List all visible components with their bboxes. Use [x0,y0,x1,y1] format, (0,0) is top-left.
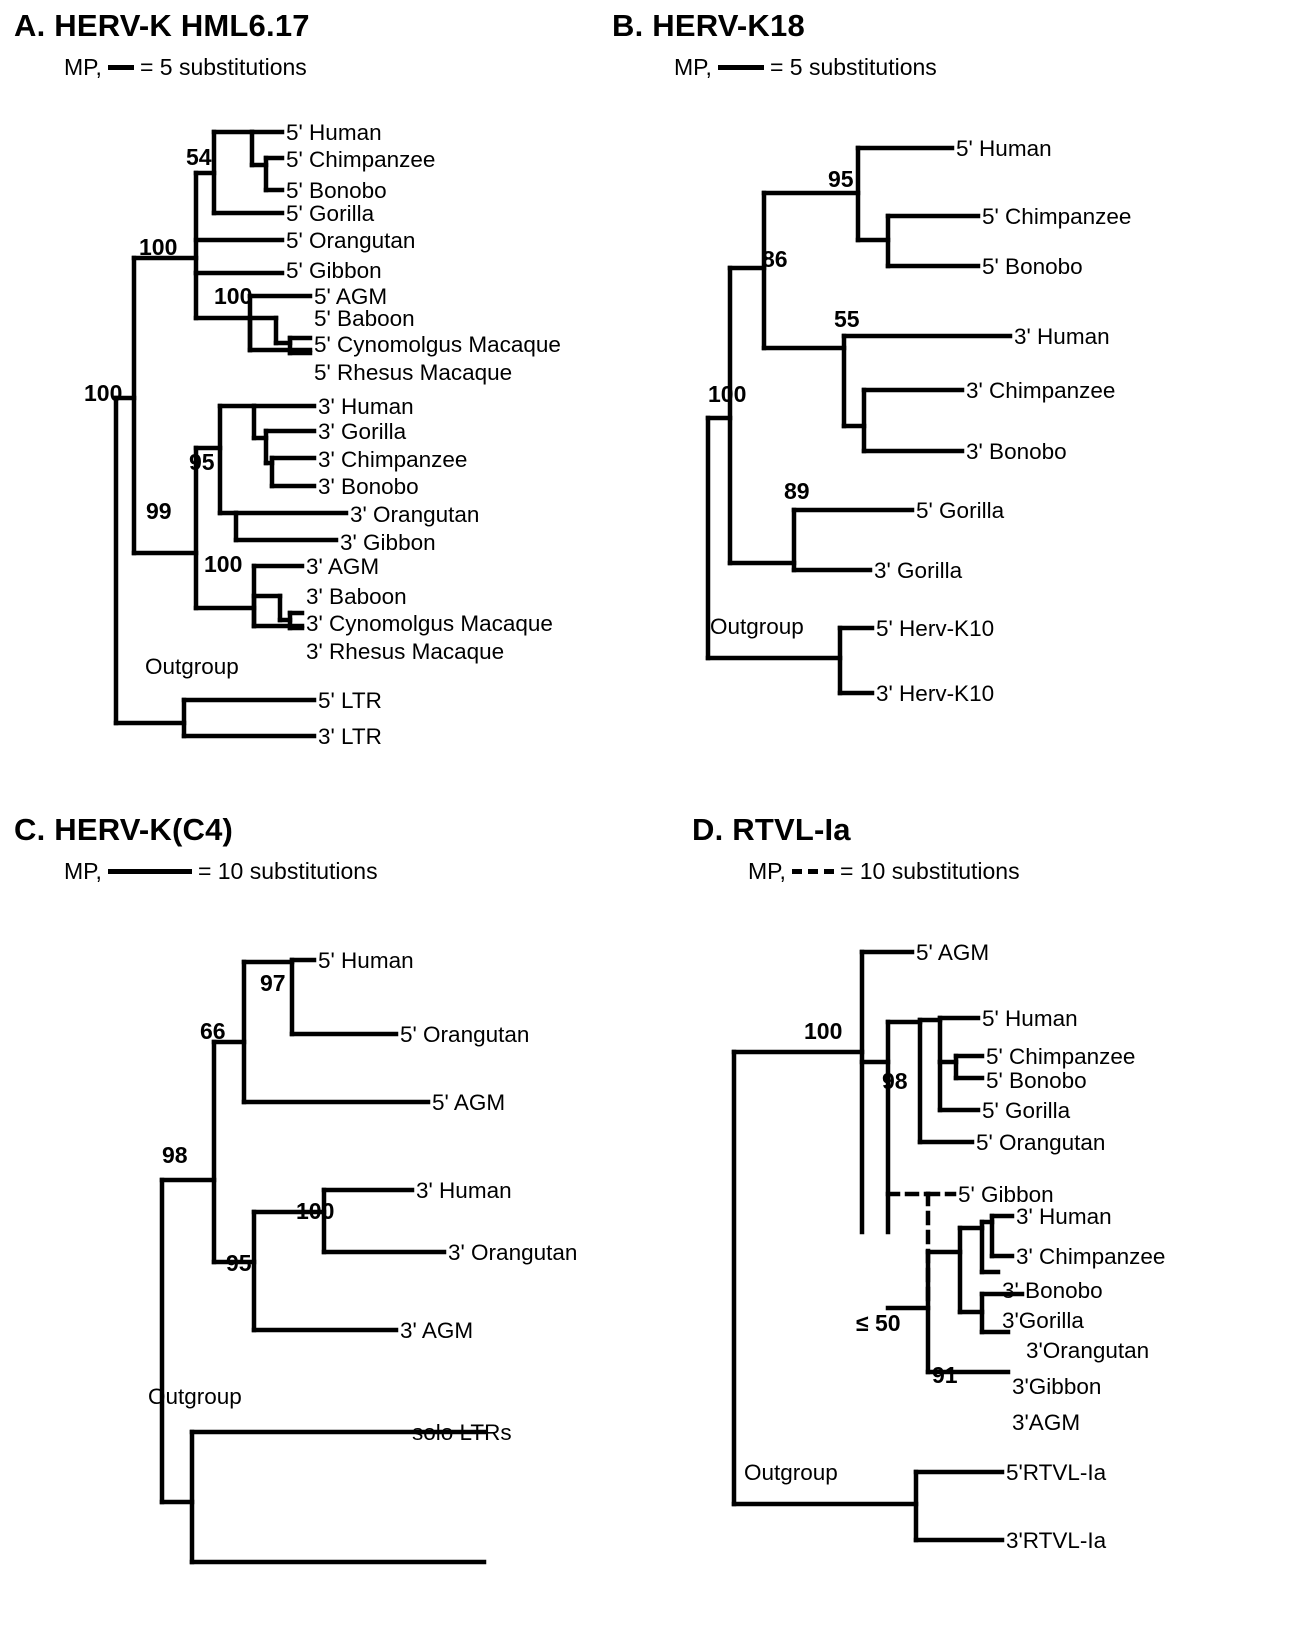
leaf-label: 5' Orangutan [976,1130,1106,1155]
leaf-label: 3' Chimpanzee [1016,1244,1166,1269]
leaf-label: solo LTRs [412,1420,512,1445]
panel-d-tree [692,812,1310,1622]
leaf-label: 3' AGM [400,1318,474,1343]
bootstrap-value: 100 [204,551,243,577]
leaf-label: 3' AGM [306,554,380,579]
panel-c-tree [14,812,664,1612]
leaf-label: 3' Human [416,1178,512,1203]
leaf-label: 3' Gorilla [318,419,407,444]
panel-c-scale-label: = 10 substitutions [197,858,378,884]
panel-a-method: MP, [64,54,102,80]
leaf-label: 3' LTR [318,724,382,749]
bootstrap-value: 100 [708,381,747,407]
bootstrap-value: 98 [882,1068,908,1094]
leaf-label: 5' AGM [916,940,990,965]
panel-a [14,8,654,748]
bootstrap-value: 100 [296,1198,335,1224]
leaf-label: 5' Bonobo [286,178,387,203]
bootstrap-value: 95 [226,1250,252,1276]
bootstrap-value: 100 [84,380,123,406]
panel-b-scale-label: = 5 substitutions [769,54,937,80]
leaf-label: 5' Chimpanzee [286,147,436,172]
leaf-label: 5'RTVL-Ia [1006,1460,1107,1485]
bootstrap-value: 54 [186,144,212,170]
leaf-label: 5' Bonobo [986,1068,1087,1093]
bootstrap-value: 100 [214,283,253,309]
leaf-label: 5' Gorilla [916,498,1005,523]
leaf-label: 5' Human [956,136,1052,161]
leaf-label: 5' Human [286,120,382,145]
leaf-label: 5' Cynomolgus Macaque [314,332,561,357]
leaf-label: 3' Human [318,394,414,419]
panel-c-method: MP, [64,858,102,884]
leaf-label: 5' AGM [314,284,388,309]
leaf-label: 3'Gorilla [1002,1308,1084,1333]
leaf-label: 3' Baboon [306,584,407,609]
leaf-label: 3' Herv-K10 [876,681,995,706]
panel-b-letter: B. [612,8,644,43]
outgroup-label: Outgroup [710,614,804,639]
bootstrap-value: 66 [200,1018,226,1044]
leaf-label: 3'AGM [1012,1410,1081,1435]
bootstrap-value: 99 [146,498,172,524]
panel-c [14,812,664,1612]
leaf-label: 5' Herv-K10 [876,616,995,641]
leaf-label: 3' Orangutan [448,1240,578,1265]
leaf-label: 3' Bonobo [1002,1278,1103,1303]
leaf-label: 5' Orangutan [400,1022,530,1047]
leaf-label: 5' Gorilla [286,201,375,226]
bootstrap-value: 95 [189,449,215,475]
leaf-label: 3' Gorilla [874,558,963,583]
leaf-label: 5' Rhesus Macaque [314,360,513,385]
outgroup-label: Outgroup [744,1460,838,1485]
leaf-label: 3' Chimpanzee [966,378,1116,403]
leaf-label: 3' Gibbon [340,530,436,555]
bootstrap-value: 91 [932,1362,958,1388]
bootstrap-value: 55 [834,306,860,332]
bootstrap-value: ≤ 50 [856,1310,901,1336]
leaf-label: 5' Chimpanzee [986,1044,1136,1069]
bootstrap-value: 97 [260,970,286,996]
leaf-label: 3'RTVL-Ia [1006,1528,1107,1553]
outgroup-label: Outgroup [148,1384,242,1409]
leaf-label: 5' Chimpanzee [982,204,1132,229]
leaf-label: 5' Gorilla [982,1098,1071,1123]
leaf-label: 3' Bonobo [318,474,419,499]
bootstrap-value: 95 [828,166,854,192]
panel-a-name: HERV-K HML6.17 [54,8,310,43]
panel-b-name: HERV-K18 [652,8,805,43]
leaf-label: 3'Gibbon [1012,1374,1102,1399]
leaf-label: 5' Human [982,1006,1078,1031]
leaf-label: 5' Bonobo [982,254,1083,279]
leaf-label: 3' Cynomolgus Macaque [306,611,553,636]
panel-a-letter: A. [14,8,46,43]
bootstrap-value: 98 [162,1142,188,1168]
outgroup-label: Outgroup [145,654,239,679]
bootstrap-value: 86 [762,246,788,272]
leaf-label: 5' Human [318,948,414,973]
panel-b-tree [612,8,1302,748]
leaf-label: 5' LTR [318,688,382,713]
panel-d-tree-lines [692,812,1310,1622]
panel-b-method: MP, [674,54,712,80]
panel-d-letter: D. [692,812,724,847]
leaf-label: 3'Orangutan [1026,1338,1150,1363]
leaf-label: 3' Rhesus Macaque [306,639,505,664]
bootstrap-value: 89 [784,478,810,504]
leaf-label: 5' Gibbon [286,258,382,283]
leaf-label: 3' Bonobo [966,439,1067,464]
leaf-label: 5' Orangutan [286,228,416,253]
bootstrap-value: 100 [139,234,178,260]
panel-b [612,8,1302,748]
panel-a-scale-label: = 5 substitutions [139,54,307,80]
leaf-label: 5' AGM [432,1090,506,1115]
panel-a-tree [14,8,654,748]
panel-d-scale-label: = 10 substitutions [839,858,1020,884]
panel-c-name: HERV-K(C4) [54,812,234,847]
leaf-label: 5' Gibbon [958,1182,1054,1207]
leaf-label: 5' Baboon [314,306,415,331]
bootstrap-value: 100 [804,1018,843,1044]
leaf-label: 3' Human [1016,1204,1112,1229]
panel-c-tree-lines [14,812,664,1612]
panel-d-method: MP, [748,858,786,884]
leaf-label: 3' Chimpanzee [318,447,468,472]
panel-d [692,812,1310,1622]
leaf-label: 3' Human [1014,324,1110,349]
leaf-label: 3' Orangutan [350,502,480,527]
panel-c-letter: C. [14,812,46,847]
panel-d-name: RTVL-Ia [732,812,851,847]
